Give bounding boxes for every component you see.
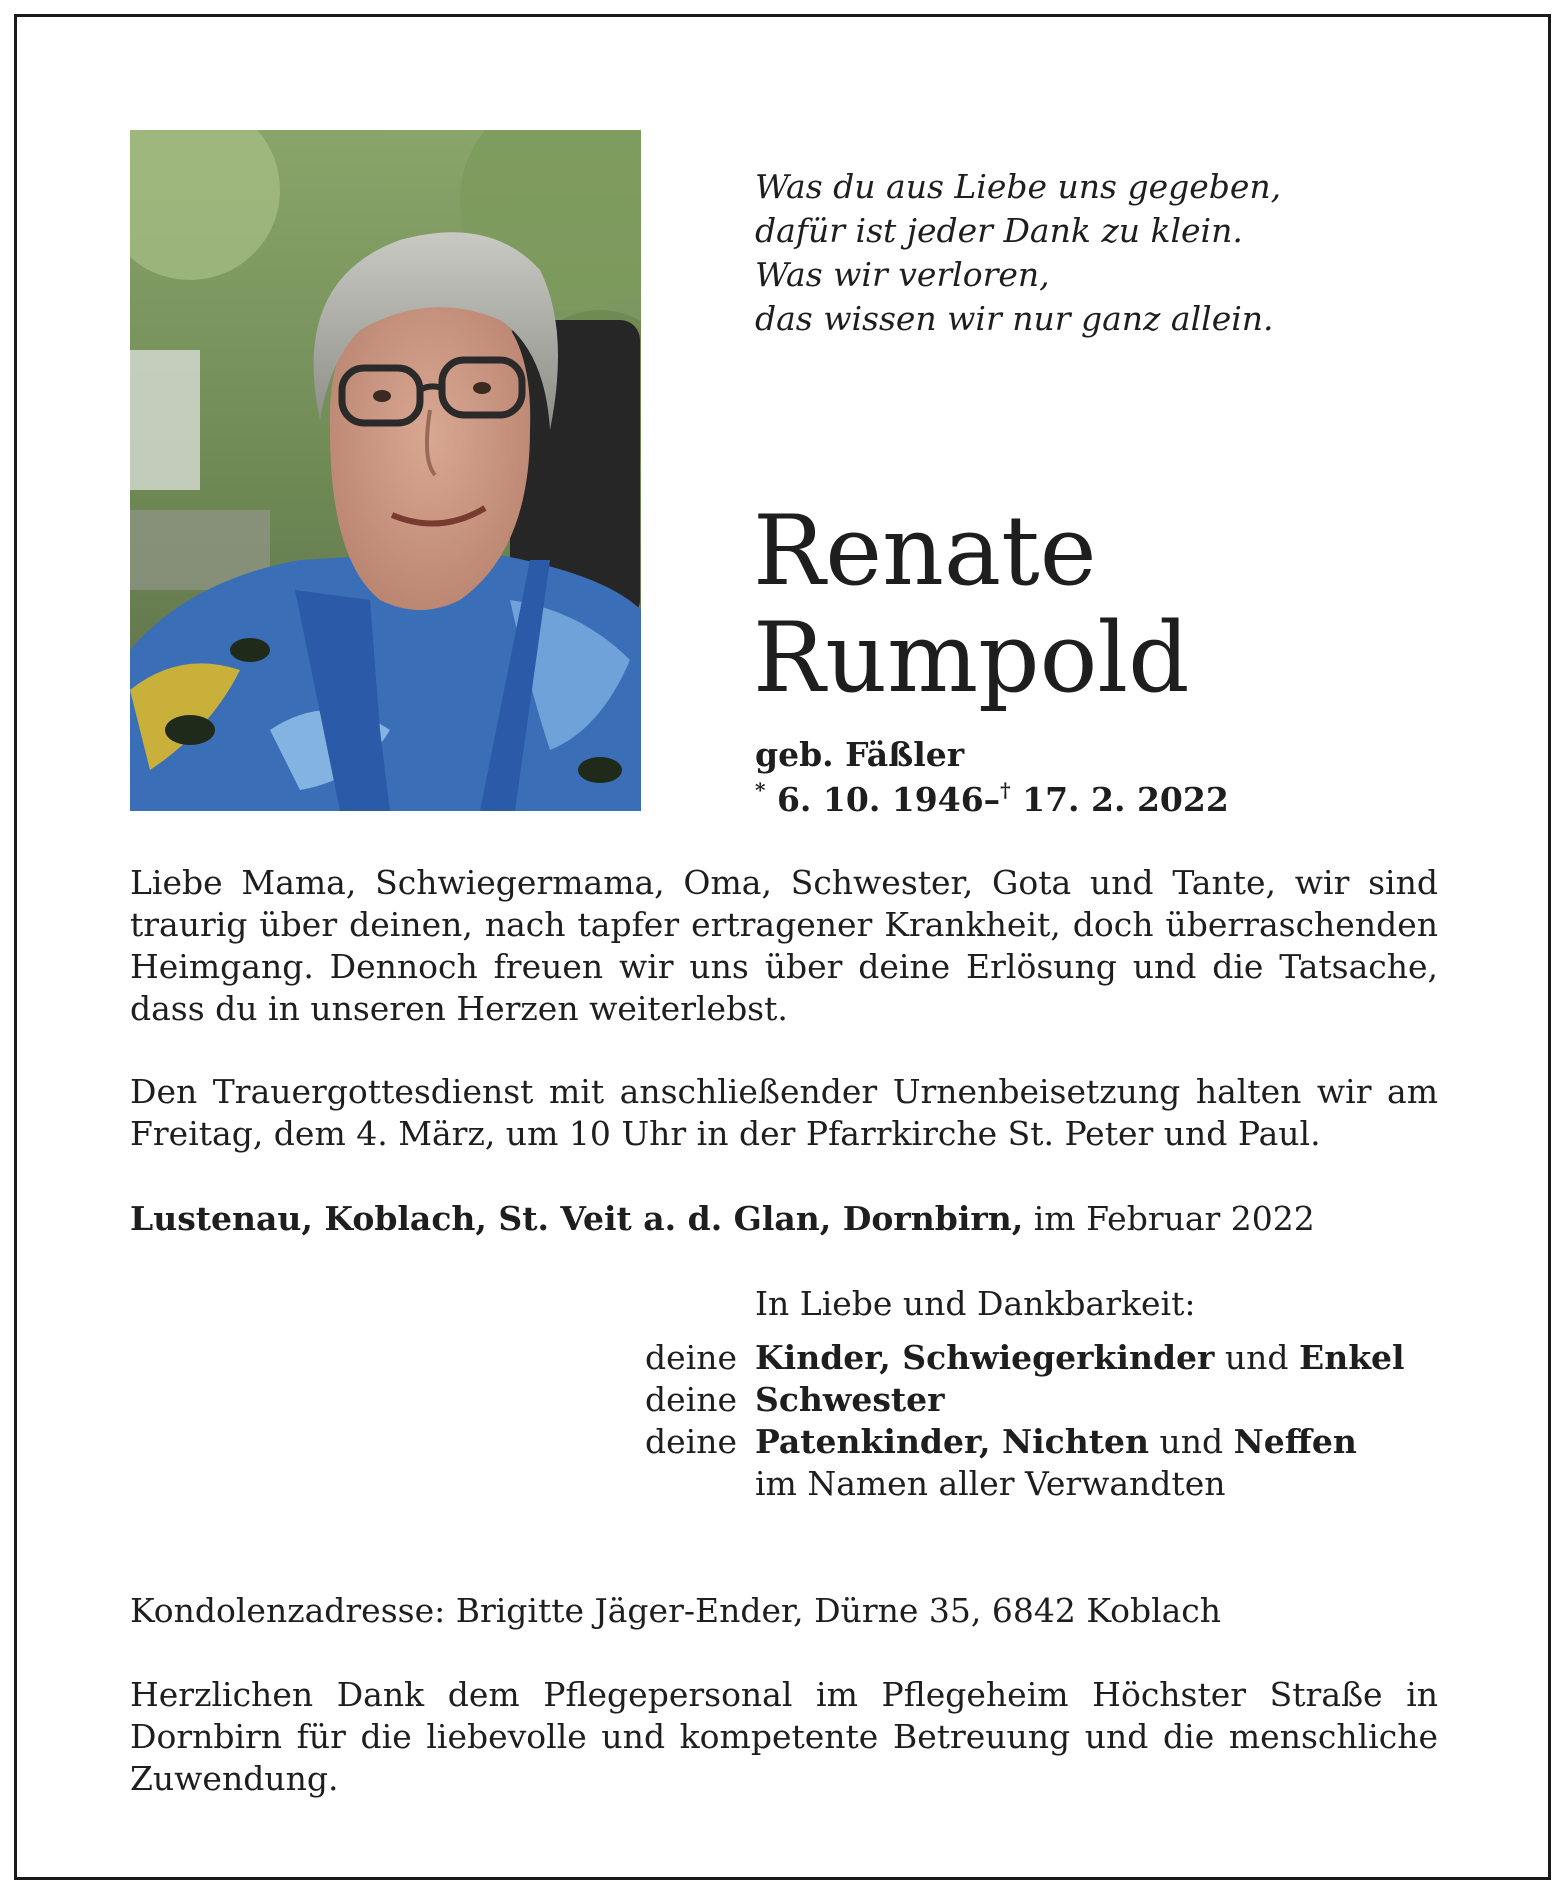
signature-closing: im Namen aller Verwandten	[755, 1464, 1226, 1503]
death-date: 17. 2. 2022	[1022, 780, 1229, 819]
mourner-names: Enkel	[1299, 1338, 1405, 1377]
memorial-verse	[755, 165, 1281, 341]
places: Lustenau, Koblach, St. Veit a. d. Glan, Dornbirn,	[130, 1199, 1024, 1238]
verse-line: das wissen wir nur ganz allein.	[755, 299, 1274, 338]
condolence-address: Kondolenzadresse: Brigitte Jäger-Ender, Dürne 35, 6842 Koblach	[130, 1591, 1222, 1630]
birth-date: 6. 10. 1946	[776, 780, 984, 819]
life-dates	[755, 778, 1229, 819]
date-line: im Februar 2022	[1033, 1199, 1315, 1238]
service-paragraph: Den Trauergottesdienst mit anschließender Urnenbeisetzung halten wir am Freitag, dem 4. März, um 10 Uhr in der Pfarrkirche St. Peter und Paul.	[130, 1072, 1438, 1153]
last-name: Rumpold	[753, 602, 1190, 714]
deine-label: deine	[645, 1422, 737, 1461]
date-dash: –	[983, 780, 1001, 819]
maiden-name: geb. Fäßler	[755, 735, 965, 774]
thanks-paragraph: Herzlichen Dank dem Pflegepersonal im Pflegeheim Höchster Straße in Dornbirn für die liebevolle und kompetente Betreuung und die menschliche Zuwendung.	[130, 1675, 1438, 1798]
portrait-photo	[130, 130, 641, 811]
mourner-names: Schwester	[755, 1380, 945, 1419]
and-word: und	[1224, 1338, 1289, 1377]
mourner-names: Patenkinder, Nichten	[755, 1422, 1149, 1461]
mourner-names: Kinder, Schwiegerkinder	[755, 1338, 1215, 1377]
mourner-names: Neffen	[1233, 1422, 1357, 1461]
deine-label: deine	[645, 1380, 737, 1419]
verse-line: Was du aus Liebe uns gegeben,	[755, 167, 1282, 206]
verse-line: dafür ist jeder Dank zu klein.	[755, 211, 1243, 250]
place-date-line	[130, 1199, 1315, 1238]
and-word: und	[1159, 1422, 1224, 1461]
verse-line: Was wir verloren,	[755, 255, 1050, 294]
deine-label: deine	[645, 1338, 737, 1377]
intro-paragraph: Liebe Mama, Schwiegermama, Oma, Schwester, Gota und Tante, wir sind traurig über deinen, nach tapfer ertragener Krankheit, doch überraschenden Heimgang. Dennoch freuen wir uns über deine Erlösung und die Tatsache, dass du in unseren Herzen weiterlebst.	[130, 863, 1438, 1028]
birth-symbol: *	[755, 778, 766, 802]
death-symbol: †	[1000, 778, 1011, 802]
signature-intro: In Liebe und Dankbarkeit:	[755, 1284, 1196, 1323]
first-name: Renate	[753, 495, 1097, 607]
